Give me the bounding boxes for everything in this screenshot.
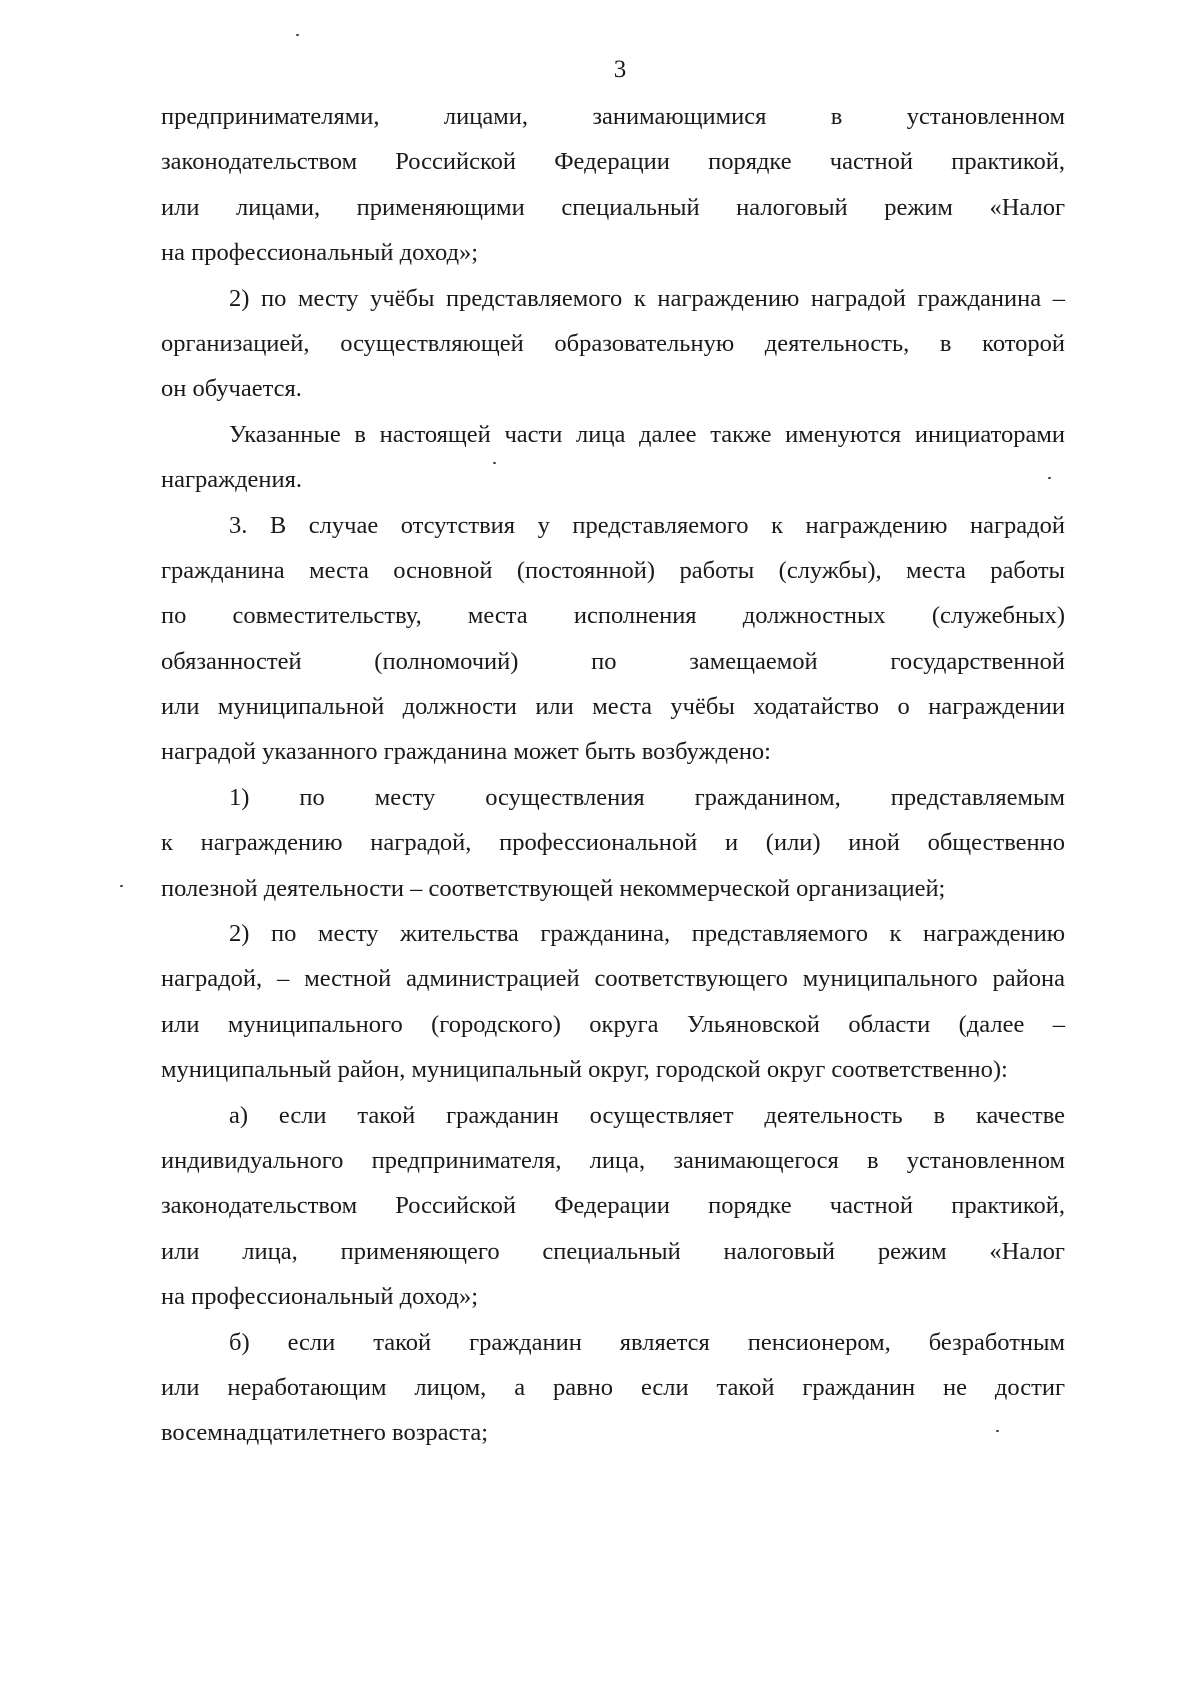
text-line: награждения.: [161, 466, 303, 494]
text-line: к награждению наградой, профессиональной и (или) иной общественно: [161, 829, 1065, 857]
text-line: на профессиональный доход»;: [161, 1283, 479, 1311]
text-line: восемнадцатилетнего возраста;: [161, 1419, 489, 1447]
text-line: предпринимателями, лицами, занимающимися в установленном: [161, 103, 1065, 130]
scan-speck: [996, 1430, 999, 1432]
page-number: 3: [613, 56, 627, 83]
text-line: индивидуального предпринимателя, лица, занимающегося в установленном: [161, 1146, 1065, 1174]
text-line: обязанностей (полномочий) по замещаемой государственной: [161, 647, 1065, 675]
text-line: организацией, осуществляющей образовательную деятельность, в которой: [161, 329, 1065, 357]
text-line: законодательством Российской Федерации порядке частной практикой,: [161, 1192, 1065, 1220]
text-line: наградой, – местной администрацией соответствующего муниципального района: [161, 965, 1065, 993]
text-line: б) если такой гражданин является пенсионером, безработным: [229, 1328, 1065, 1356]
scan-speck: [296, 34, 299, 36]
text-line: или муниципальной должности или места учёбы ходатайство о награждении: [161, 693, 1065, 721]
text-line: законодательством Российской Федерации порядке частной практикой,: [161, 148, 1065, 176]
scan-speck: [1048, 477, 1051, 479]
text-line: 1) по месту осуществления гражданином, представляемым: [229, 783, 1065, 811]
text-line: 2) по месту учёбы представляемого к награждению наградой гражданина –: [229, 284, 1065, 312]
text-line: или неработающим лицом, а равно если такой гражданин не достиг: [161, 1373, 1065, 1401]
text-line: по совместительству, места исполнения должностных (служебных): [161, 602, 1065, 630]
text-line: полезной деятельности – соответствующей некоммерческой организацией;: [161, 874, 946, 902]
scan-speck: [120, 885, 123, 887]
text-line: на профессиональный доход»;: [161, 239, 479, 267]
document-body: [161, 94, 1065, 1456]
text-line: наградой указанного гражданина может быть возбуждено:: [161, 738, 771, 766]
text-line: он обучается.: [161, 375, 302, 403]
text-line: или муниципального (городского) округа Ульяновской области (далее –: [161, 1010, 1065, 1038]
text-line: или лица, применяющего специальный налоговый режим «Налог: [161, 1237, 1065, 1265]
text-line: Указанные в настоящей части лица далее также именуются инициаторами: [229, 420, 1065, 448]
text-line: 3. В случае отсутствия у представляемого к награждению наградой: [229, 511, 1065, 539]
text-line: или лицами, применяющими специальный налоговый режим «Налог: [161, 193, 1065, 221]
text-line: гражданина места основной (постоянной) работы (службы), места работы: [161, 556, 1065, 584]
text-line: 2) по месту жительства гражданина, представляемого к награждению: [229, 920, 1065, 948]
text-line: муниципальный район, муниципальный округ, городской округ соответственно):: [161, 1056, 1008, 1084]
text-line: а) если такой гражданин осуществляет деятельность в качестве: [229, 1101, 1065, 1129]
scan-speck: [493, 462, 496, 464]
